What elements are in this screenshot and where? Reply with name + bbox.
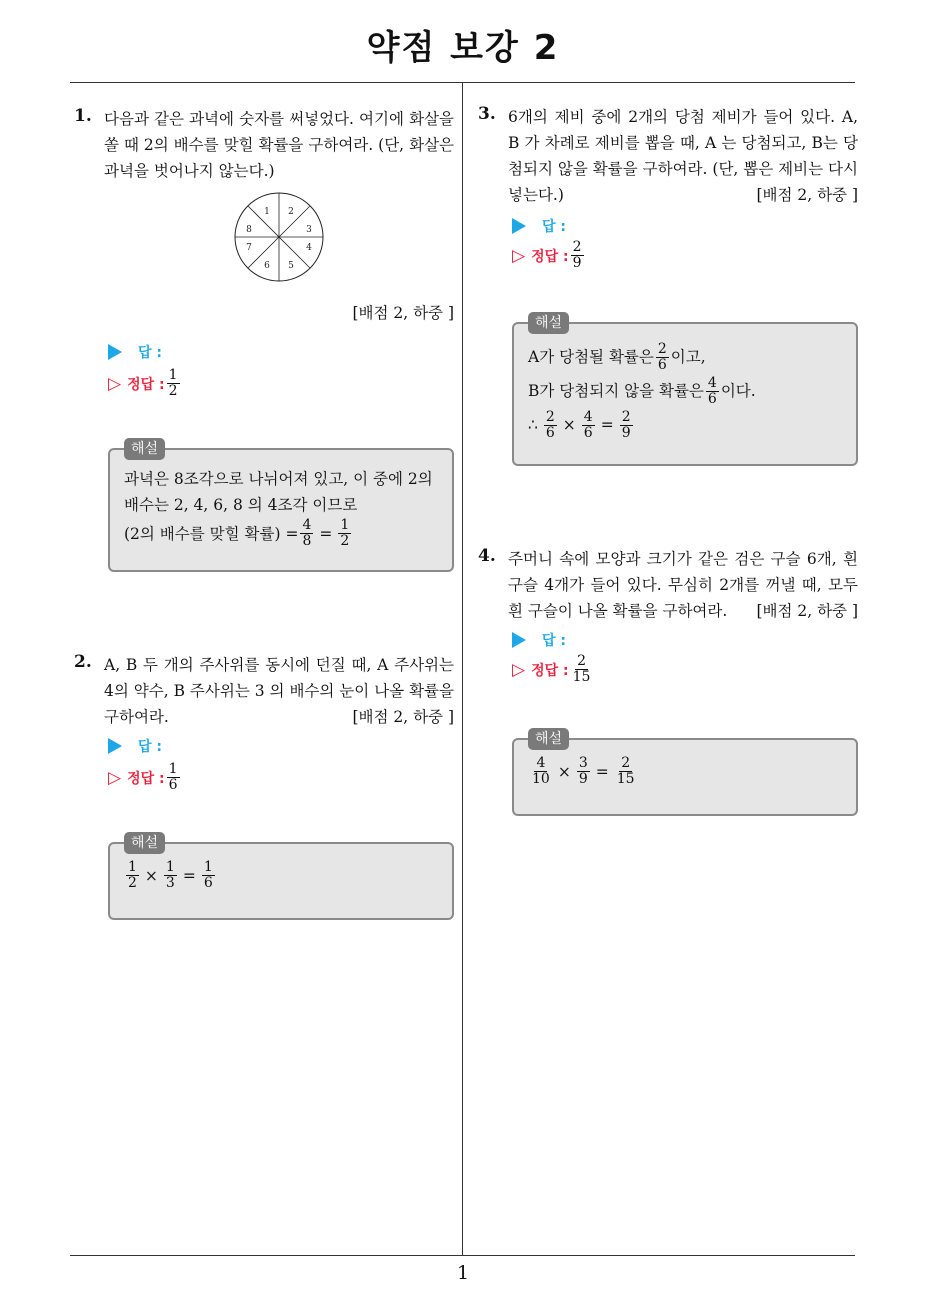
problem-statement: 다음과 같은 과녁에 숫자를 써넣었다. 여기에 화살을 쏠 때 2의 배수를 맞힐 확률을 구하여라. (단, 화살은 과녁을 벗어나지 않는다.): [104, 110, 454, 180]
solution-tag: 해설: [124, 438, 165, 460]
footer-rule: [70, 1255, 855, 1256]
correct-answer-line: [512, 240, 586, 271]
answer-line: [512, 630, 566, 650]
solution-box: [108, 441, 454, 572]
answer-line: [108, 736, 162, 756]
solution-box: [512, 315, 858, 466]
problem-statement: 주머니 속에 모양과 크기가 같은 검은 구슬 6개, 흰 구슬 4개가 들어 있다. 무심히 2개를 꺼낼 때, 모두 흰 구슬이 나올 확률을 구하여라.: [508, 550, 858, 620]
problem-text: [104, 106, 454, 326]
solution-tag: 해설: [528, 728, 569, 750]
points-label: [배점 2, 하중 ]: [756, 602, 858, 620]
problem-number: 1.: [74, 106, 92, 126]
solid-triangle-icon: [512, 632, 526, 648]
wheel-label-1: 1: [264, 207, 270, 217]
solution-equation: $\frac{4}{10}$ × $\frac{3}{9}$ = $\frac{2}{15}$: [532, 755, 635, 787]
problem-2: [74, 652, 459, 932]
page-title: 약점 보강 2: [366, 28, 560, 68]
correct-answer-fraction: $\frac{2}{9}$: [572, 239, 582, 271]
problem-4: [478, 546, 863, 826]
wheel-label-2: 2: [288, 207, 294, 217]
solution-line-1: A가 당첨될 확률은 $\frac{2}{6}$ 이고,: [528, 340, 706, 373]
answer-label: 답 :: [542, 219, 566, 235]
solution-line-2: B가 당첨되지 않을 확률은 $\frac{4}{6}$ 이다.: [528, 374, 756, 407]
answer-line: [512, 216, 566, 236]
solution-text: 과녁은 8조각으로 나뉘어져 있고, 이 중에 2의 배수는 2, 4, 6, 8 의 4조각 이므로: [124, 470, 433, 514]
problem-statement: 6개의 제비 중에 2개의 당첨 제비가 들어 있다. A, B 가 차례로 제비를 뽑을 때, A 는 당첨되고, B는 당첨되지 않을 확률을 구하여라. (단, 뽑은 제비는 다시 넣는다.): [508, 108, 858, 204]
points-label: [배점 2, 하중 ]: [756, 186, 858, 204]
open-triangle-icon: ▷: [512, 659, 526, 680]
correct-answer-label: 정답 :: [127, 770, 165, 787]
solution-equation: ∴ $\frac{2}{6}$ × $\frac{4}{6}$ = $\frac{2}{9}$: [528, 408, 631, 441]
solution-equation: $\frac{1}{2}$ × $\frac{1}{3}$ = $\frac{1}{6}$: [128, 859, 213, 891]
problem-text: [104, 652, 454, 730]
problem-number: 3.: [478, 104, 496, 124]
open-triangle-icon: ▷: [108, 373, 122, 394]
wheel-label-7: 7: [246, 243, 252, 253]
answer-label: 답 :: [138, 739, 162, 755]
wheel-label-3: 3: [306, 225, 312, 235]
correct-answer-fraction: $\frac{1}{6}$: [168, 761, 178, 793]
solid-triangle-icon: [108, 738, 122, 754]
solid-triangle-icon: [512, 218, 526, 234]
answer-label: 답 :: [138, 345, 162, 361]
answer-line: [108, 342, 162, 362]
correct-answer-line: [108, 368, 182, 399]
correct-answer-label: 정답 :: [531, 248, 569, 265]
solution-tag: 해설: [528, 312, 569, 334]
points-label: [배점 2, 하중 ]: [352, 304, 454, 322]
problem-text: [508, 546, 858, 624]
solution-equation: (2의 배수를 맞힐 확률) = $\frac{4}{8}$ = $\frac{1}{2}$: [124, 517, 350, 549]
column-divider: [462, 83, 463, 1255]
correct-answer-fraction: $\frac{2}{15}$: [572, 653, 591, 685]
correct-answer-line: [108, 762, 182, 793]
wheel-label-8: 8: [246, 225, 252, 235]
problem-number: 2.: [74, 652, 92, 672]
solution-tag: 해설: [124, 832, 165, 854]
problem-1: [74, 106, 459, 586]
solution-box: [108, 835, 454, 920]
answer-label: 답 :: [542, 633, 566, 649]
target-wheel-diagram: [234, 192, 324, 282]
problem-statement: A, B 두 개의 주사위를 동시에 던질 때, A 주사위는 4의 약수, B 주사위는 3 의 배수의 눈이 나올 확률을 구하여라.: [104, 656, 454, 726]
wheel-label-5: 5: [288, 261, 294, 271]
open-triangle-icon: ▷: [108, 767, 122, 788]
solution-box: [512, 731, 858, 816]
wheel-label-6: 6: [264, 261, 270, 271]
points-label: [배점 2, 하중 ]: [352, 708, 454, 726]
correct-answer-line: [512, 654, 594, 685]
correct-answer-label: 정답 :: [531, 662, 569, 679]
wheel-label-4: 4: [306, 243, 312, 253]
correct-answer-fraction: $\frac{1}{2}$: [168, 367, 178, 399]
page-number: 1: [456, 1262, 470, 1284]
problem-text: [508, 104, 858, 208]
solid-triangle-icon: [108, 344, 122, 360]
open-triangle-icon: ▷: [512, 245, 526, 266]
problem-number: 4.: [478, 546, 496, 566]
problem-3: [478, 104, 863, 474]
correct-answer-label: 정답 :: [127, 376, 165, 393]
